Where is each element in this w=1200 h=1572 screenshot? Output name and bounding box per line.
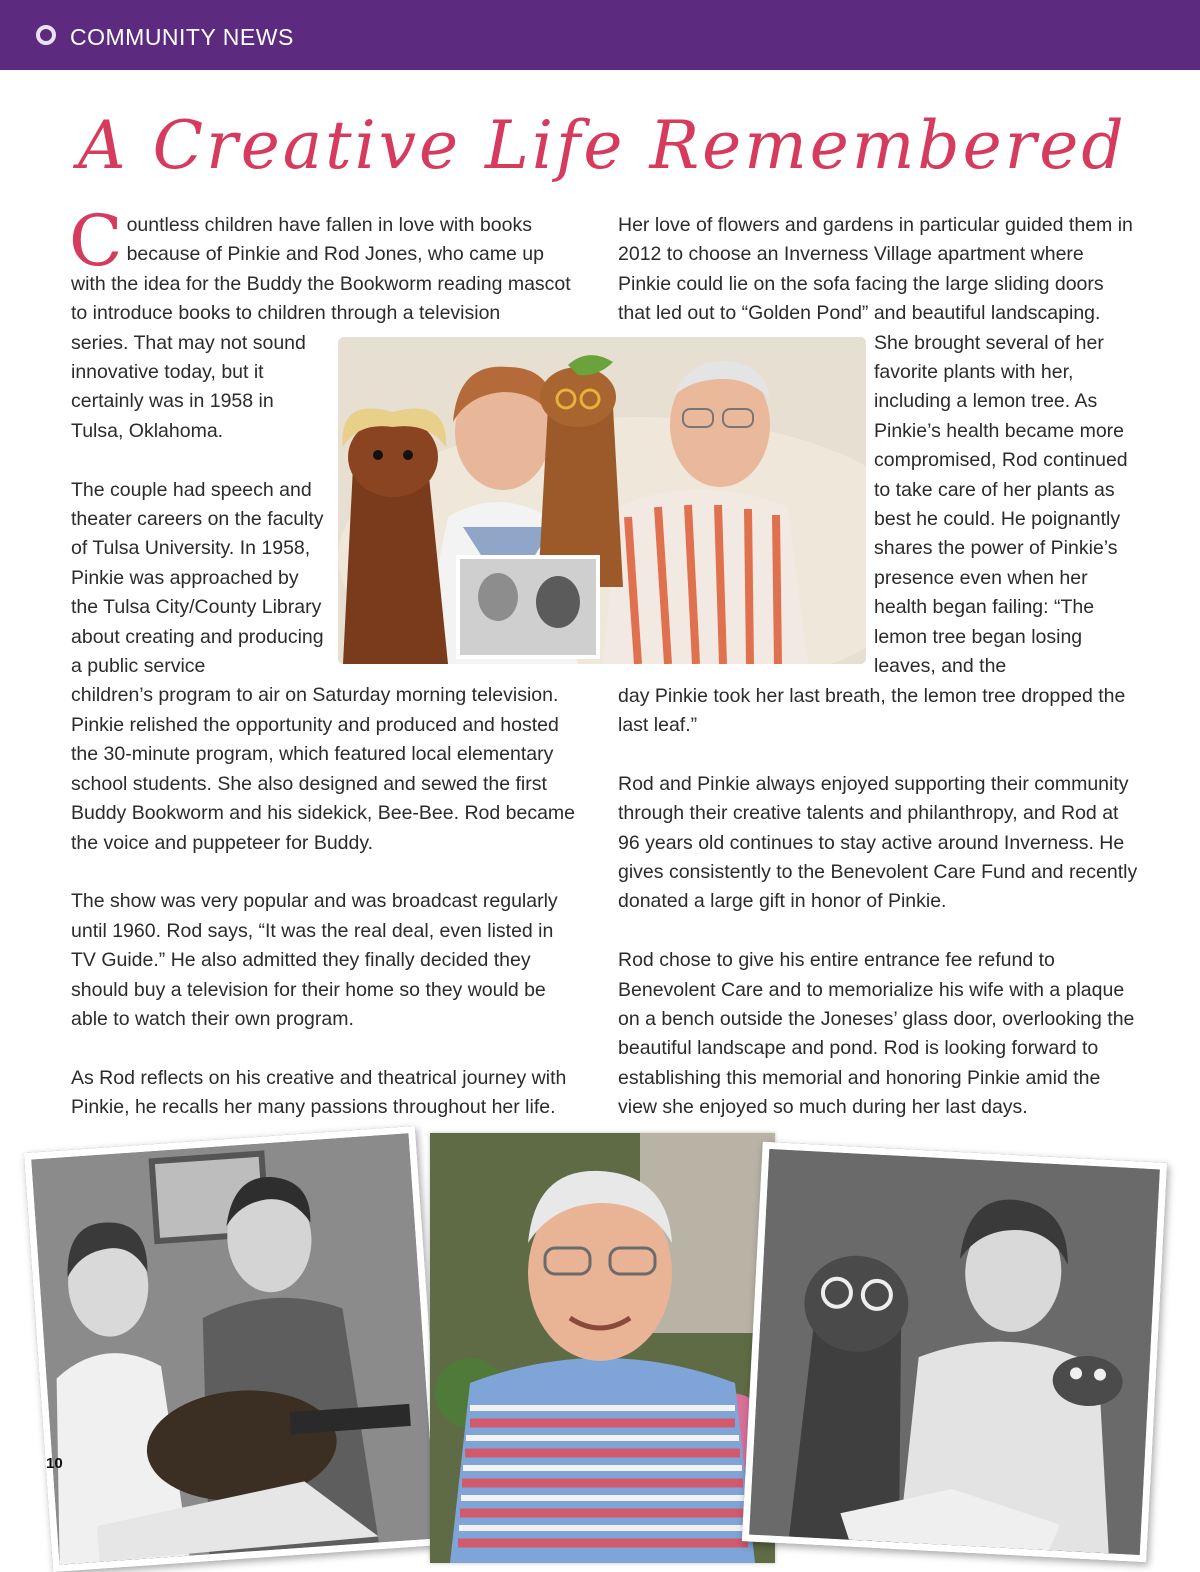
section-header bbox=[0, 0, 1200, 70]
pinkie-with-puppets-vintage-photo bbox=[742, 1142, 1167, 1563]
rod-portrait-illustration bbox=[430, 1133, 775, 1563]
intro-paragraph bbox=[69, 200, 581, 329]
right-paragraph-3: Rod chose to give his entire entrance fee refund to Benevolent Care and to memorialize his wife with a plaque on a bench outside the Joneses’ glass door, overlooking the beautiful landscape and pond. Rod is looking forward to establishing this memorial and honoring Pinkie amid the view she enjoyed so much during her last days. bbox=[618, 949, 1135, 1119]
right-paragraph-1-narrow: She brought several of her favorite plants with her, including a lemon tree. As Pinkie’s health became more compromised, Rod continued to take care of her plants as best he could. He poignantly shares the power of Pinkie’s presence even when her health began failing: “The lemon tree began losing leaves, and the bbox=[874, 331, 1128, 678]
intro-text-narrow: series. That may not sound innovative today, but it certainly was in 1958 in Tulsa, Oklahoma. bbox=[71, 331, 306, 442]
rod-portrait-photo bbox=[430, 1133, 775, 1563]
paragraph-3: The show was very popular and was broadcast regularly until 1960. Rod says, “It was the real deal, even listed in TV Guide.” He also admitted they finally decided they should buy a television for their home so they would be able to watch their own program. bbox=[71, 890, 558, 1030]
right-paragraph-1-end: day Pinkie took her last breath, the lemon tree dropped the last leaf.” bbox=[618, 684, 1126, 736]
article-title: A Creative Life Remembered bbox=[78, 107, 1127, 184]
drop-cap: C bbox=[69, 200, 123, 282]
couple-with-puppets-photo bbox=[338, 337, 866, 664]
section-label: COMMUNITY NEWS bbox=[70, 24, 294, 50]
paragraph-4: As Rod reflects on his creative and theatrical journey with Pinkie, he recalls her many passions throughout her life. bbox=[71, 1066, 567, 1119]
pinkie-puppets-illustration bbox=[749, 1149, 1160, 1555]
right-paragraph-2: Rod and Pinkie always enjoyed supporting their community through their creative talents and philanthropy, and Rod at 96 years old continues to stay active around Inverness. He gives consistently to the Benevolent Care Fund and recently donated a large gift in honor of Pinkie. bbox=[618, 772, 1138, 913]
couple-photo-illustration bbox=[338, 337, 866, 664]
paragraph-2-wide: children’s program to air on Saturday morning television. Pinkie relished the opportunity and produced and hosted the 30-minute program, which featured local elementary school students. She also designed and sewed the first Buddy Bookworm and his sidekick, Bee-Bee. Rod became the voice and puppeteer for Buddy. bbox=[71, 684, 576, 854]
circle-logo-icon bbox=[36, 25, 56, 45]
couple-singing-vintage-photo bbox=[24, 1126, 444, 1572]
intro-text: ountless children have fallen in love with books because of Pinkie and Rod Jones, who came up with the idea for the Buddy the Bookworm reading mascot to introduce books to children through a television bbox=[71, 214, 571, 325]
page-number: 10 bbox=[46, 1455, 63, 1472]
paragraph-2-narrow: The couple had speech and theater careers on the faculty of Tulsa University. In 1958, Pinkie was approached by the Tulsa City/County Library about creating and producing a public service bbox=[71, 478, 324, 678]
guitar-photo-illustration bbox=[31, 1133, 436, 1564]
right-paragraph-1: Her love of flowers and gardens in particular guided them in 2012 to choose an Inverness Village apartment where Pinkie could lie on the sofa facing the large sliding doors that led out to “Golden Pond” and beautiful landscaping. bbox=[618, 214, 1133, 325]
